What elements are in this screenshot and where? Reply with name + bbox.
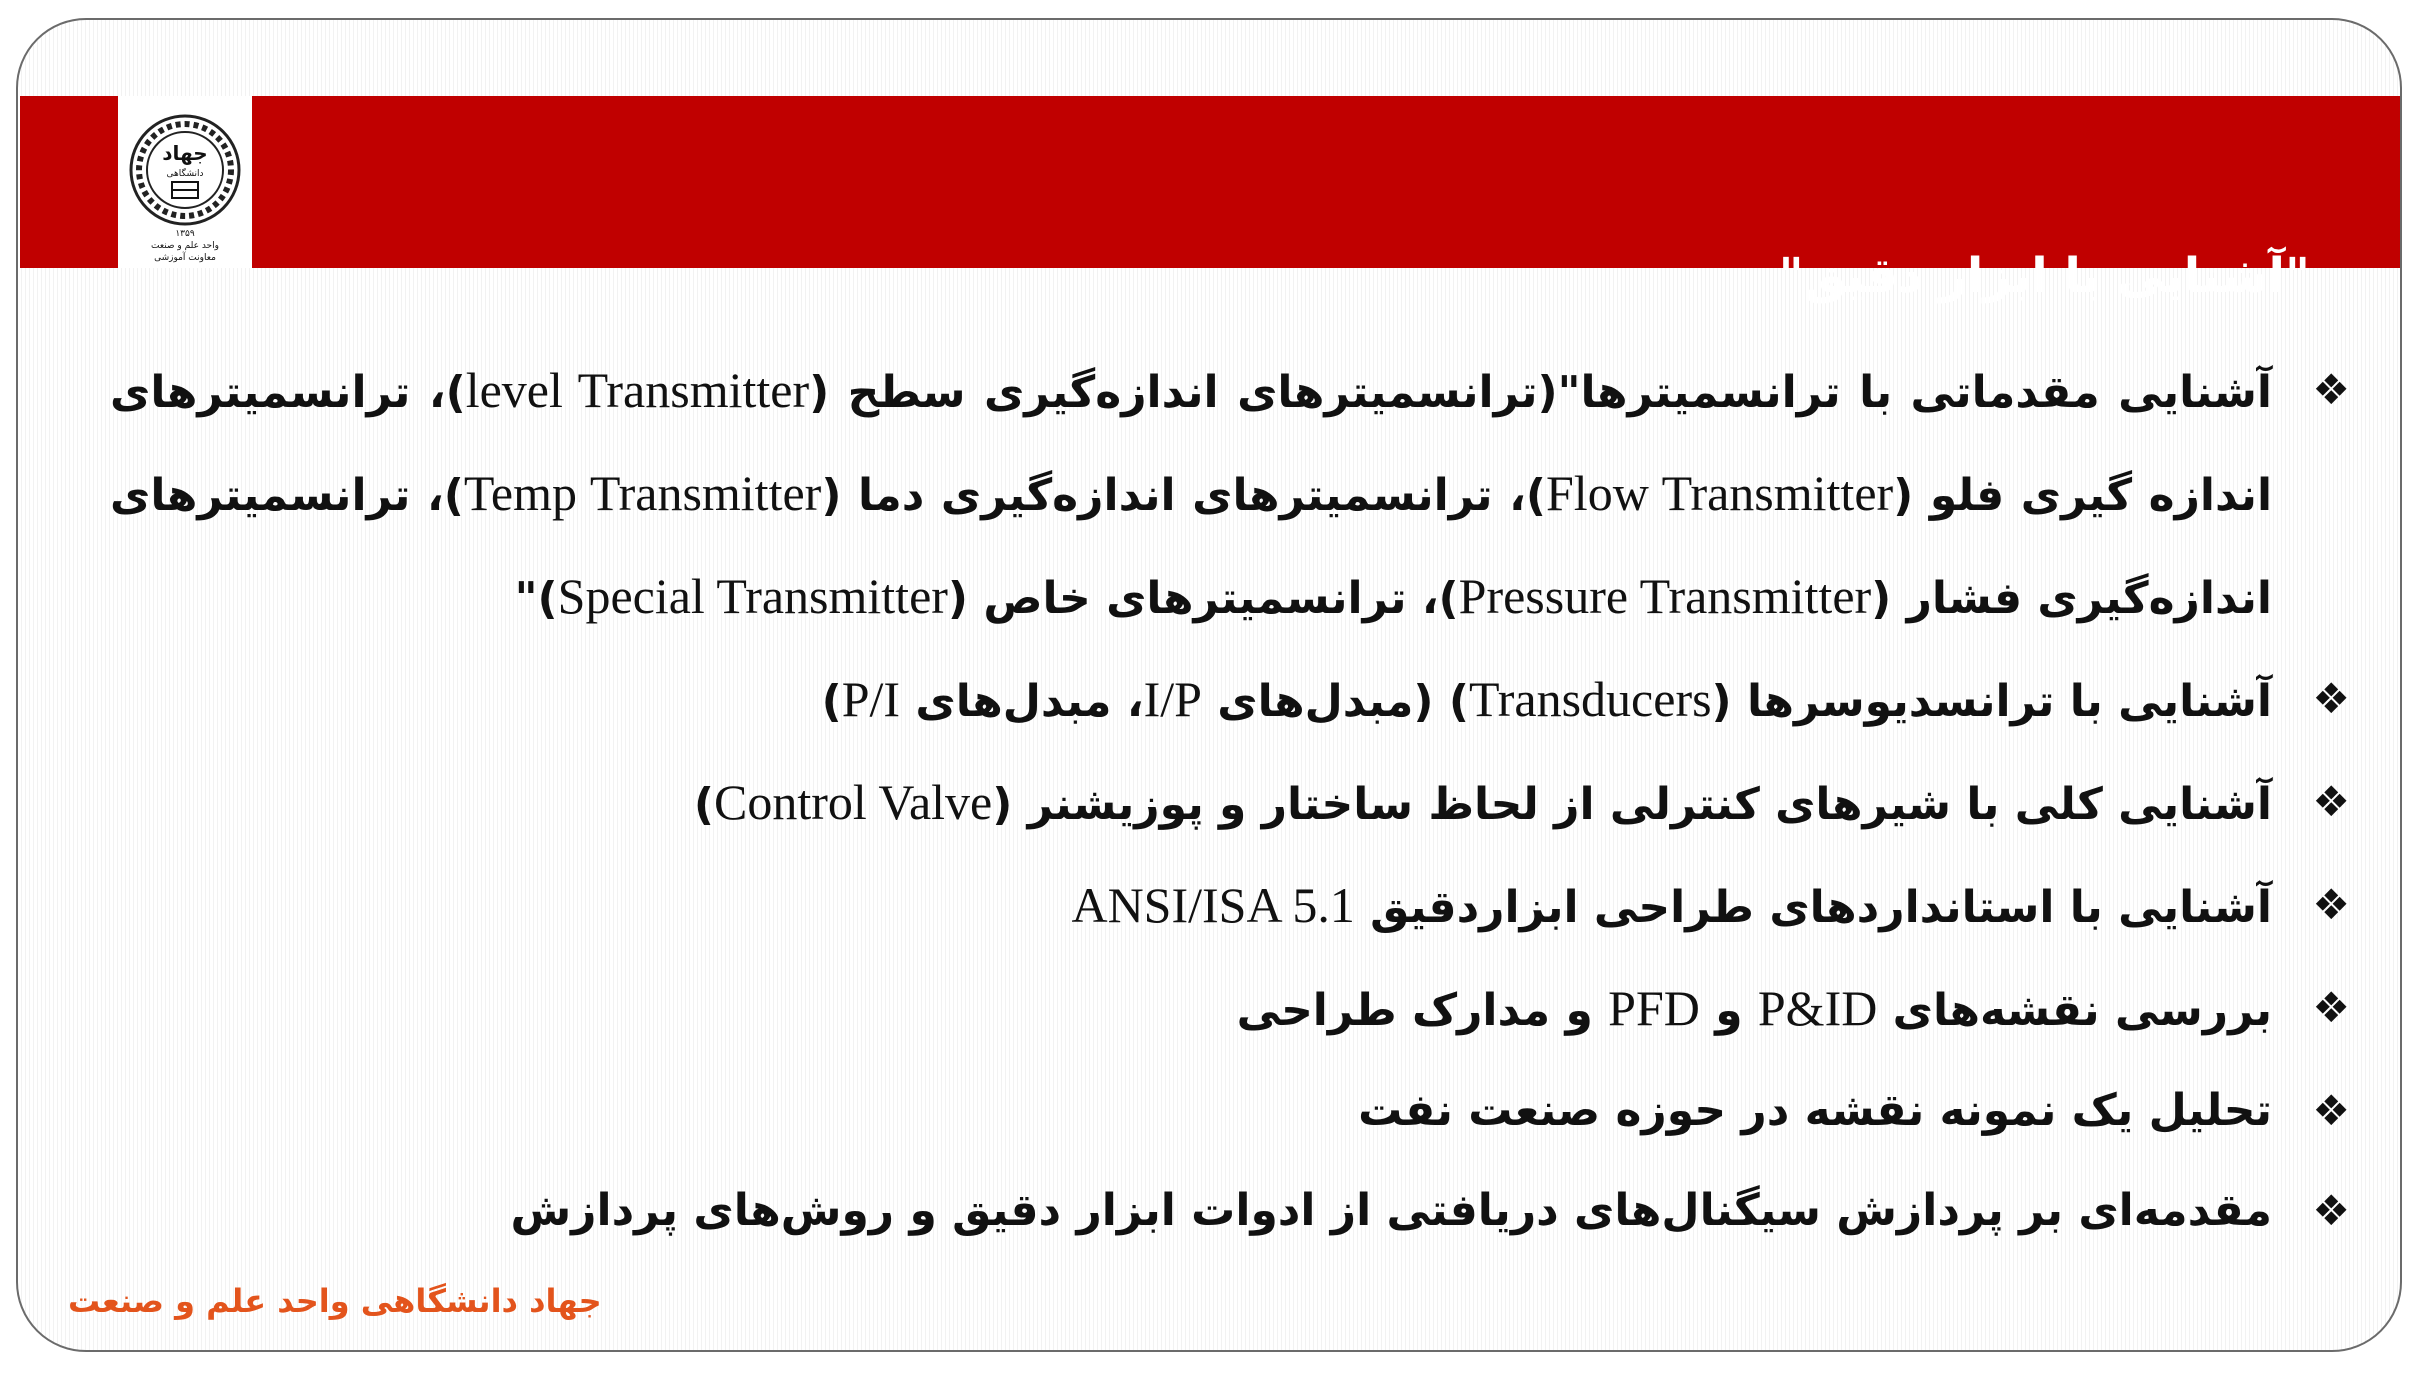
bullet-latin: level Transmitter (465, 362, 810, 418)
logo-unit: واحد علم و صنعت (151, 241, 219, 251)
bullet-text: و مدارک طراحی (1236, 985, 1609, 1036)
bullet-text: )، ترانسمیترهای اندازه‌گیری فشار ( (110, 470, 2272, 624)
bullet-latin: ANSI/ISA 5.1 (1071, 877, 1355, 933)
bullet-text: )، ترانسمیترهای خاص ( (947, 573, 1459, 624)
bullet-text: مقدمه‌ای بر پردازش سیگنال‌های دریافتی از ادوات ابزار دقیق و روش‌های پردازش (510, 1185, 2272, 1236)
bullet-text: ، مبدل‌های (900, 676, 1144, 727)
header-band (20, 96, 2400, 304)
bullet-text: )، ترانسمیترهای اندازه‌گیری دما ( (821, 470, 1546, 521)
bullet-latin: Temp Transmitter (463, 465, 822, 521)
bullet-latin: Flow Transmitter (1546, 465, 1894, 521)
bullet-text: آشنایی با استانداردهای طراحی ابزاردقیق (1354, 882, 2272, 933)
bullet-latin: Pressure Transmitter (1458, 568, 1872, 624)
bullet-text: ) (مبدل‌های (1201, 676, 1469, 727)
footer-text: جهاد دانشگاهی واحد علم و صنعت (68, 1282, 602, 1320)
bullet-item-oil-industry (110, 1061, 2350, 1161)
jahad-daneshgahi-logo-icon (118, 96, 252, 268)
bullet-item-control-valve (110, 752, 2350, 855)
bullet-latin: P&ID (1757, 980, 1878, 1036)
bullet-item-transmitters (110, 340, 2350, 649)
logo-dept: معاونت آموزشی (154, 253, 216, 263)
logo-year: ۱۳۵۹ (175, 229, 195, 239)
bullet-text: آشنایی مقدماتی با ترانسمیترها"(ترانسمیترهای اندازه‌گیری سطح ( (809, 367, 2273, 418)
bullet-text: )، ترانسمیترهای اندازه گیری فلو ( (110, 367, 2273, 521)
bullet-item-transducers (110, 649, 2350, 752)
bullet-text: ) (693, 779, 715, 830)
bullet-latin: Special Transmitter (557, 568, 948, 624)
bullet-list (110, 340, 2350, 1261)
diamond-star-bullet-icon: ❖ (2312, 880, 2350, 929)
bullet-latin: Transducers (1468, 671, 1712, 727)
bullet-text: آشنایی با ترانسدیوسرها ( (1711, 676, 2272, 727)
bullet-text: و (1699, 985, 1758, 1036)
bullet-item-signal-processing (110, 1161, 2350, 1261)
bullet-item-standards (110, 855, 2350, 958)
diamond-star-bullet-icon: ❖ (2312, 365, 2350, 414)
bullet-text: آشنایی کلی با شیرهای کنترلی از لحاظ ساختار و پوزیشنر ( (992, 779, 2272, 830)
bullet-text: ) (821, 676, 842, 727)
diamond-star-bullet-icon: ❖ (2312, 674, 2350, 723)
bullet-text: )" (514, 573, 558, 624)
logo-name: جهاد (162, 141, 208, 165)
diamond-star-bullet-icon: ❖ (2312, 777, 2350, 826)
bullet-item-pid-pfd (110, 958, 2350, 1061)
diamond-star-bullet-icon: ❖ (2312, 983, 2350, 1032)
bullet-latin: I/P (1143, 671, 1202, 727)
diamond-star-bullet-icon: ❖ (2312, 1186, 2350, 1235)
bullet-text: تحلیل یک نمونه نقشه در حوزه صنعت نفت (1358, 1085, 2272, 1136)
slide-title: "آشنایی با ابزار دقیق" (1778, 248, 2310, 304)
bullet-latin: P/I (841, 671, 901, 727)
bullet-latin: Control Valve (714, 774, 993, 830)
logo-sub: دانشگاهی (166, 169, 204, 179)
bullet-latin: PFD (1608, 980, 1700, 1036)
bullet-text: بررسی نقشه‌های (1877, 985, 2272, 1036)
diamond-star-bullet-icon: ❖ (2312, 1086, 2350, 1135)
